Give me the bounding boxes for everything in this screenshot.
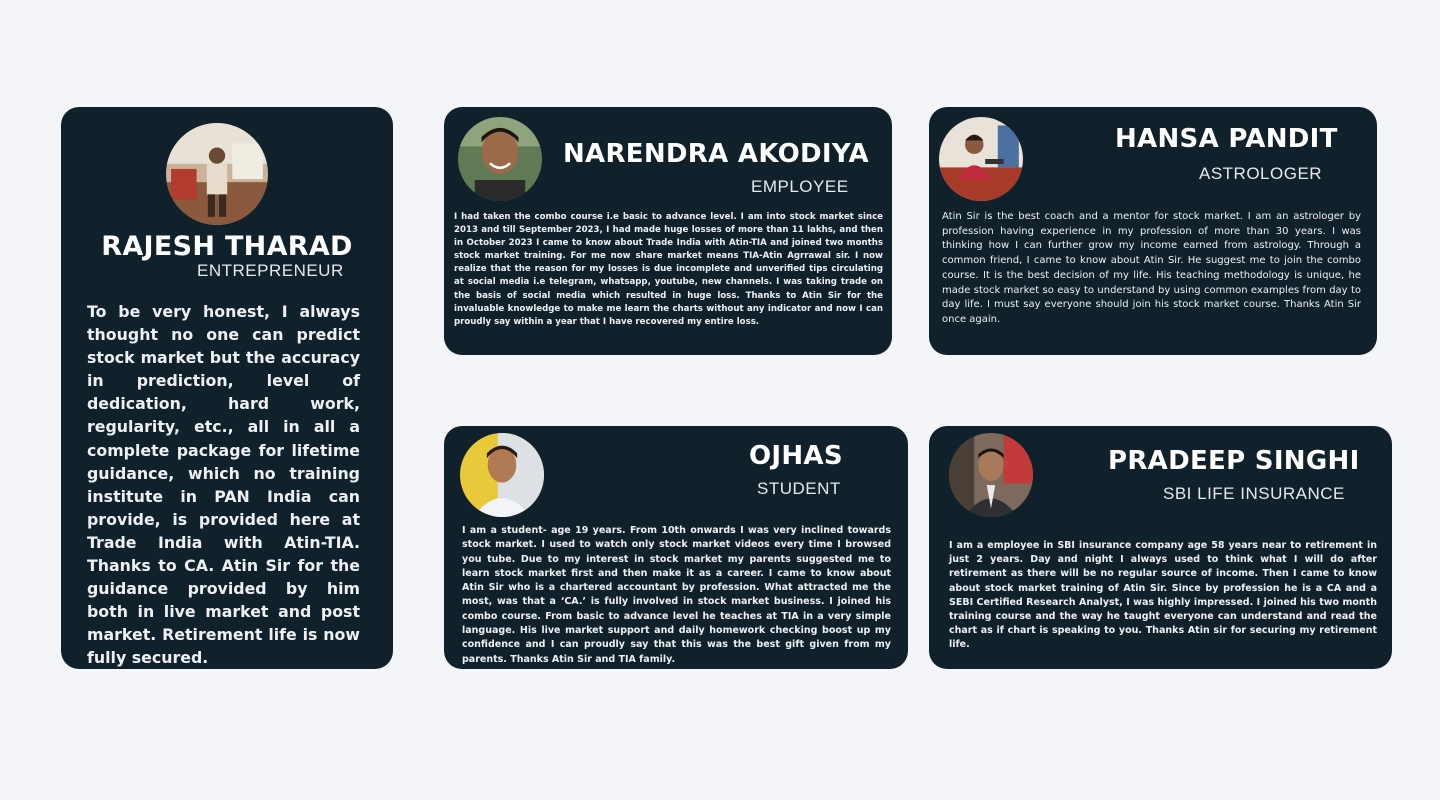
testimonial-role: SBI LIFE INSURANCE <box>1163 484 1345 503</box>
testimonial-name: HANSA PANDIT <box>1115 124 1338 154</box>
testimonial-text: Atin Sir is the best coach and a mentor for stock market. I am an astrologer by profession having experience in my profession of more than 30 years. I was thinking how I can further grow my income earned from astrology. Through a common friend, I came to know about Atin Sir. He suggest me to join the combo course. It is the best decision of my life. His teaching methodology is unique, he made stock market so easy to understand by using common examples from day to day life. I must say everyone should join his stock market course. Thanks Atin Sir once again. <box>942 211 1361 325</box>
testimonial-card-narendra <box>444 107 892 355</box>
testimonial-text: I had taken the combo course i.e basic to advance level. I am into stock market since 2013 and till September 2023, I had made huge losses of more than 11 lakhs, and then in October 2023 I came to know about Trade India with Atin-TIA and joined two months stock market training. For me now share market means TIA-Atin Agrrawal sir. I now realize that the reason for my losses is due incomplete and unverified tips circulating at social media i.e telegram, whatsapp, youtube, new channels. I was taking trade on the basis of social media which resulted in huge loss. Thanks to Atin Sir for the invaluable knowledge to make me learn the charts without any indicator and now I can proudly say within a year that I have recovered my entire loss. <box>454 212 883 327</box>
testimonial-role: ASTROLOGER <box>1199 164 1323 183</box>
person-photo-icon <box>460 433 544 517</box>
testimonial-card-ojhas <box>444 426 908 669</box>
person-photo-icon <box>166 123 268 225</box>
testimonial-name: PRADEEP SINGHI <box>1108 446 1360 476</box>
avatar <box>939 117 1023 201</box>
testimonial-text: I am a student- age 19 years. From 10th onwards I was very inclined towards stock market. I used to watch only stock market videos every time I browsed you tube. Due to my interest in stock market my parents suggested me to learn stock market first and then make it as a career. I came to know about Atin Sir who is a chartered accountant by profession. What attracted me the most, was that a ‘CA.’ is fully involved in stock market business. I joined his combo course. From basic to advance level he teaches at TIA in a very simple language. His live market support and daily homework checking boost up my confidence and I can proudly say that this was the best gift given from my parents. Thanks Atin Sir and TIA family. <box>462 525 891 665</box>
person-photo-icon <box>939 117 1023 201</box>
testimonial-card-hansa <box>929 107 1377 355</box>
avatar <box>458 117 542 201</box>
testimonial-name: NARENDRA AKODIYA <box>563 139 869 169</box>
testimonial-card-rajesh <box>61 107 393 669</box>
testimonial-role: STUDENT <box>757 479 841 498</box>
testimonial-role: ENTREPRENEUR <box>197 261 344 280</box>
person-photo-icon <box>949 433 1033 517</box>
avatar <box>949 433 1033 517</box>
testimonial-name: OJHAS <box>749 441 843 471</box>
testimonial-name: RAJESH THARAD <box>101 231 353 262</box>
testimonial-role: EMPLOYEE <box>751 177 849 196</box>
testimonial-text: I am a employee in SBI insurance company age 58 years near to retirement in just 2 years. Day and night I always used to think what I will do after retirement as there will be no regular source of income. Then I came to know about stock market training of Atin Sir. Since by profession he is a CA and a SEBI Certified Research Analyst, I was highly impressed. I joined his two month training course and the way he taught everyone can understand and read the chart as if chart is speaking to you. Thanks Atin sir for securing my retirement life. <box>949 540 1377 651</box>
avatar <box>166 123 268 225</box>
avatar <box>460 433 544 517</box>
testimonial-card-pradeep <box>929 426 1392 669</box>
person-photo-icon <box>458 117 542 201</box>
testimonial-text: To be very honest, I always thought no one can predict stock market but the accuracy in prediction, level of dedication, hard work, regularity, etc., all in all a complete package for lifetime guidance, which no training institute in PAN India can provide, is provided here at Trade India with Atin-TIA. Thanks to CA. Atin Sir for the guidance provided by him both in live market and post market. Retirement life is now fully secured. <box>87 302 360 668</box>
